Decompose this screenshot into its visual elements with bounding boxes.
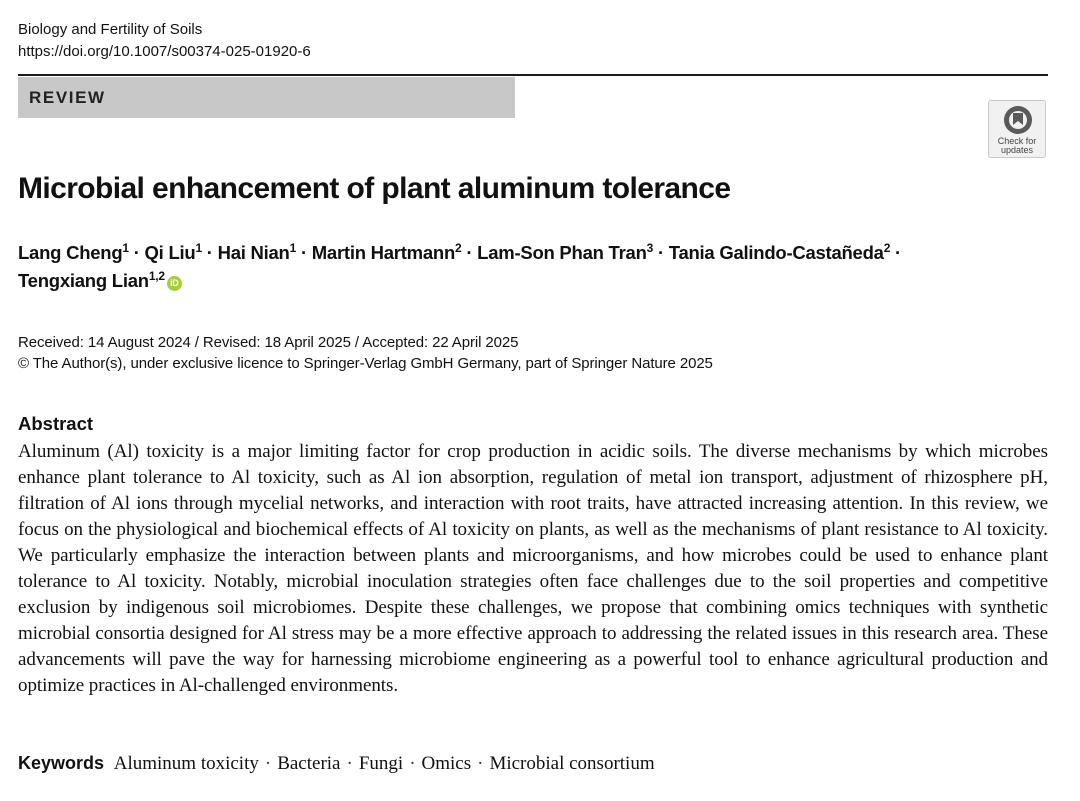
author-affiliation: 2 <box>883 241 891 255</box>
author-separator: · <box>653 242 669 263</box>
keyword-item: Fungi <box>358 753 404 774</box>
author-affiliation: 2 <box>455 241 462 255</box>
author-separator: · <box>201 242 218 263</box>
article-type-bar <box>18 77 515 118</box>
keyword-separator: · <box>264 753 272 774</box>
author-affiliation: 1 <box>122 241 129 255</box>
author-name[interactable]: Qi Liu <box>144 242 196 263</box>
journal-header <box>18 19 311 63</box>
header-rule <box>18 74 1048 76</box>
copyright-line: © The Author(s), under exclusive licence to Springer-Verlag GmbH Germany, part of Springer Nature 2025 <box>18 355 713 372</box>
keyword-item: Aluminum toxicity <box>113 753 259 774</box>
abstract-text: Aluminum (Al) toxicity is a major limiting factor for crop production in acidic soils. The diverse mechanisms by which microbes enhance plant tolerance to Al toxicity, such as Al ion absorption, regulation of metal ion transport, adjustment of rhizosphere pH, filtration of Al ions through mycelial networks, and interaction with root traits, have attracted increasing attention. In this review, we focus on the physiological and biochemical effects of Al toxicity on plants, as well as the mechanisms of plant resistance to Al toxicity. We particularly emphasize the interaction between plants and microorganisms, and how microbes could be used to enhance plant tolerance to Al toxicity. Notably, microbial inoculation strategies often face challenges due to the soil properties and competitive exclusion by indigenous soil microbiomes. Despite these challenges, we propose that combining omics techniques with synthetic microbial consortia designed for Al stress may be a more effective approach to addressing the related issues in this research area. These advancements will pave the way for harnessing microbiome engineering as a powerful tool to enhance agricultural production and optimize practices in Al-challenged environments. <box>18 441 1048 696</box>
abstract-heading: Abstract <box>18 413 94 434</box>
author-separator: · <box>890 242 901 263</box>
keyword-separator: · <box>477 753 484 774</box>
journal-name: Biology and Fertility of Soils <box>18 21 203 38</box>
keywords-label: Keywords <box>18 753 105 773</box>
author-name[interactable]: Martin Hartmann <box>311 242 456 263</box>
author-name[interactable]: Tengxiang Lian <box>18 270 149 291</box>
article-title: Microbial enhancement of plant aluminum tolerance <box>18 172 731 205</box>
orcid-icon[interactable]: iD <box>167 276 182 291</box>
author-name[interactable]: Tania Galindo-Castañeda <box>668 242 884 263</box>
author-affiliation: 3 <box>646 241 654 255</box>
keyword-item: Omics <box>421 753 472 774</box>
keyword-item: Microbial consortium <box>489 753 655 774</box>
author-affiliation: 1 <box>195 241 202 255</box>
article-type-label: REVIEW <box>29 88 106 107</box>
article-dates <box>18 332 713 374</box>
author-affiliation: 1 <box>289 241 297 255</box>
author-separator: · <box>296 242 312 263</box>
author-name[interactable]: Hai Nian <box>217 242 290 263</box>
check-for-updates-text: Check for updates <box>997 136 1037 155</box>
keyword-item: Bacteria <box>277 753 341 774</box>
author-separator: · <box>461 242 478 263</box>
author-name[interactable]: Lam-Son Phan Tran <box>477 242 647 263</box>
check-for-updates-badge[interactable] <box>988 100 1046 158</box>
keywords-line <box>18 750 655 777</box>
author-name[interactable]: Lang Cheng <box>18 242 123 263</box>
keyword-separator: · <box>346 753 353 774</box>
keyword-separator: · <box>409 753 416 774</box>
check-for-updates-icon <box>1002 104 1034 136</box>
author-affiliation: 1,2 <box>148 269 165 283</box>
history-dates: Received: 14 August 2024 / Revised: 18 April 2025 / Accepted: 22 April 2025 <box>18 334 519 351</box>
author-list <box>18 239 1048 295</box>
author-separator: · <box>128 242 145 263</box>
doi-link[interactable]: https://doi.org/10.1007/s00374-025-01920-6 <box>18 43 311 60</box>
